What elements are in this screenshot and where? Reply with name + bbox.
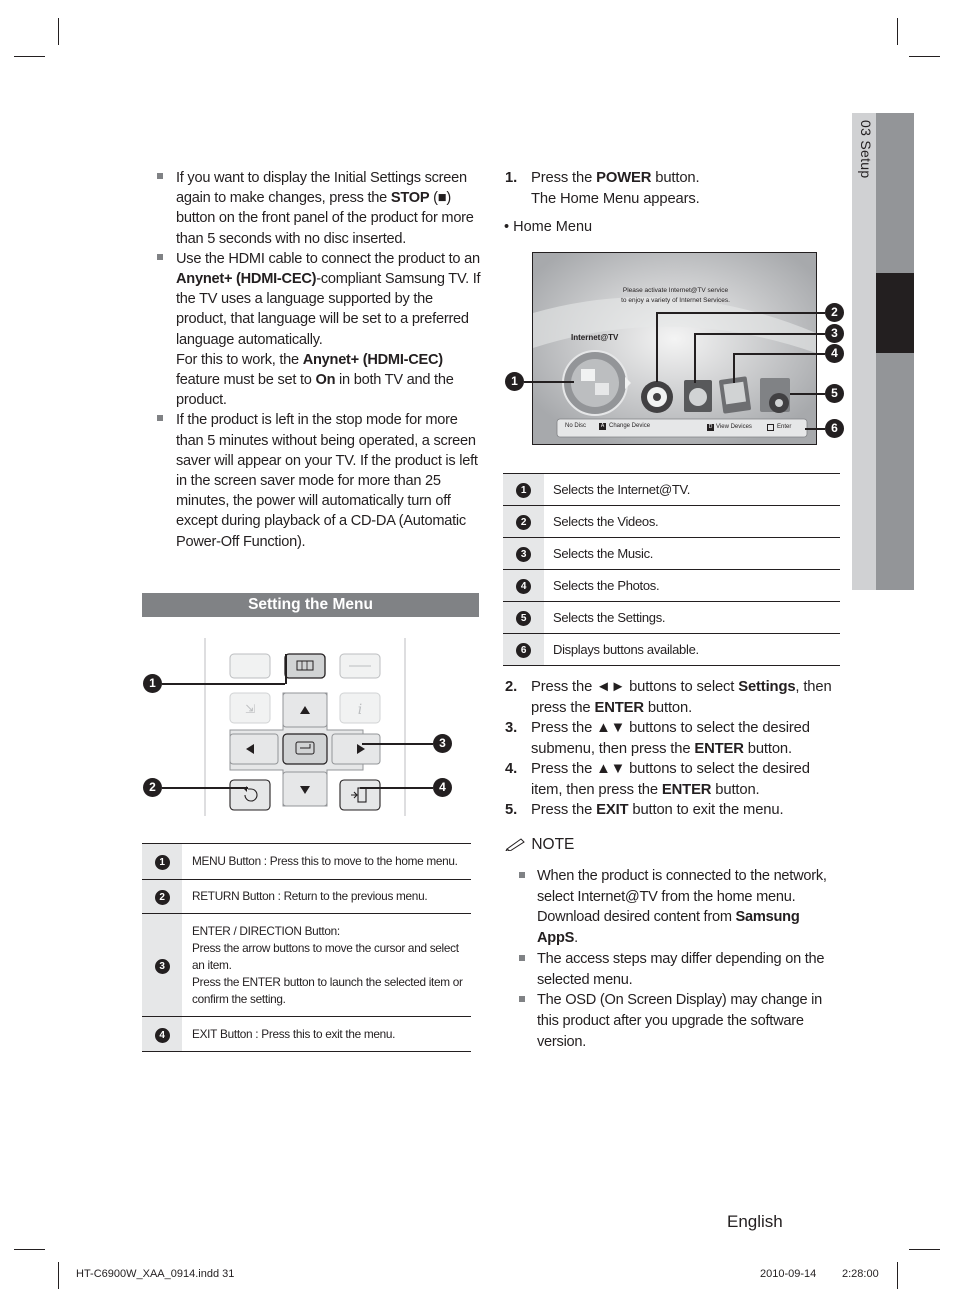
enter-button[interactable] [283,734,327,764]
step-text: button. [643,699,693,716]
row-description: Displays buttons available. [544,634,840,666]
button-name: ENTER / DIRECTION [192,923,302,938]
step-item [505,759,845,800]
crop-mark [58,18,59,45]
row-description: Selects the Photos. [544,570,840,602]
text-run: . [574,930,578,947]
step-number: 3. [505,720,518,736]
step-list [505,677,845,821]
callout-leader [694,333,696,383]
bold-keyword: Anynet+ (HDMI-CEC) [176,271,317,288]
note-item [517,866,837,949]
text-run: For this to work, the [176,351,303,368]
bold-keyword: Anynet+ (HDMI-CEC) [302,351,443,368]
callout-leader [162,787,248,789]
note-item [517,949,837,990]
button-description-detail: button to launch the selected item or confirm the setting. [192,974,463,1006]
button-description: Button : Press this to exit the menu. [217,1026,396,1041]
callout-leader [657,312,825,314]
bold-keyword: STOP [390,190,430,207]
step-item [505,800,845,821]
button-name: EXIT [192,1026,218,1041]
callout-leader [285,654,287,684]
menu-button[interactable] [285,654,325,678]
screen-callout-5: 5 [825,384,844,403]
table-row [503,602,840,634]
text-run: Use the HDMI cable to connect the product to an [176,250,480,267]
row-number: 4 [516,579,531,594]
chapter-tab-marker [876,273,914,353]
file-name: HT-C6900W_XAA_0914.indd 31 [76,1268,235,1280]
callout-leader [656,312,658,382]
return-button[interactable] [230,780,270,810]
home-menu-item-table [503,473,840,666]
callout-leader [733,353,735,383]
crop-mark [14,56,45,57]
screen-callout-2: 2 [825,303,844,322]
button-description-detail: Press the arrow buttons to move the cursor and select an item. [192,940,459,972]
row-number: 5 [516,611,531,626]
screen-bar-change-device: Change Device [609,423,651,429]
step-text: Press the ▲▼ buttons to select the desired submenu, then press the [531,720,810,757]
step-keyword: ENTER [694,740,744,757]
a-button-icon: A [600,423,605,429]
table-row [503,570,840,602]
table-row [503,538,840,570]
step-keyword: ENTER [661,781,712,798]
screen-callout-3: 3 [825,324,844,343]
screen-bar-view-devices: View Devices [716,424,752,430]
svg-text:i: i [357,702,363,718]
step-number: 1. [505,170,518,186]
step-text: , then press the [531,679,832,716]
step-keyword: Settings [738,679,796,695]
screen-bar-enter: Enter [777,424,792,430]
enter-icon [767,424,774,431]
row-description: Selects the Videos. [544,506,840,538]
text-run: in both TV and the product. [176,372,454,409]
crop-mark [897,18,898,45]
callout-leader [805,428,825,430]
crop-mark [897,1262,898,1289]
text-run: ( [429,190,438,207]
step-item [505,677,845,718]
button-description-table [142,843,471,1052]
svg-text:⇲: ⇲ [244,702,256,716]
callout-leader [790,393,825,395]
callout-leader [695,333,825,335]
row-number: 1 [516,483,531,498]
row-number: 4 [155,1028,170,1043]
info-bullet [155,168,481,249]
note-item [517,990,837,1052]
text-run: The access steps may differ depending on the selected menu. [537,950,825,988]
remote-callout-1: 1 [143,674,162,693]
home-menu-label: • Home Menu [504,219,593,235]
step-keyword: EXIT [596,802,629,818]
row-description: Selects the Internet@TV. [544,474,840,506]
text-run: ) button on the front panel of the product for more than 5 seconds with no disc inserted. [176,190,474,247]
crop-mark [14,1249,45,1250]
table-row [503,634,840,666]
step-number: 4. [505,761,518,777]
button-name: RETURN [192,889,240,903]
step-item [505,718,845,759]
button-description-detail: Press the [192,974,243,989]
screen-callout-4: 4 [825,344,844,363]
print-date: 2010-09-14 [760,1268,817,1280]
step-text: button. [711,781,760,798]
step-text: Press the ▲▼ buttons to select the desired item, then press the [531,761,810,798]
d-button-icon: D [708,424,713,430]
button-name: ENTER [242,974,281,989]
print-time: 2:28:00 [842,1268,879,1280]
button-description: Button : Return to the previous menu. [239,889,428,903]
step-text: button to exit the menu. [628,802,784,818]
remote-control-illustration [203,638,407,816]
row-number: 3 [516,547,531,562]
step-text: Press the [531,170,597,186]
screen-message: Please activate Internet@TV service [622,287,729,294]
row-number: 2 [155,890,170,905]
section-title: Setting the Menu [142,593,479,617]
text-run: If the product is left in the stop mode for more than 5 minutes without being operated, a screen saver will appear on your TV. If the product is left in the screen saver mode for more than 25 minutes, the power will automatically turn off except during playback of a CD-DA (Automatic Power-Off Function). [176,412,478,550]
button-description: Button : Press this to move to the home menu. [225,854,458,868]
text-run: When the product is connected to the network, select Internet@TV from the home menu. Download desired content from [537,868,827,926]
row-number: 3 [155,959,170,974]
info-bullet [155,410,481,551]
language-label: English [727,1212,783,1231]
step-text: Press the ◄► buttons to select [531,679,739,695]
text-run: If you want to display the Initial Settings screen again to make changes, press the [176,170,467,207]
button-description: Button: [301,923,340,938]
crop-mark [909,1249,940,1250]
bold-keyword: On [315,372,336,389]
callout-leader [524,381,574,383]
table-row [142,1017,471,1052]
note-list [517,866,837,1052]
step-number: 5. [505,802,518,818]
table-row [142,880,471,914]
note-title: NOTE [531,836,575,853]
screen-callout-6: 6 [825,419,844,438]
note-heading [505,836,574,854]
callout-leader [734,353,825,355]
step-1 [505,168,845,209]
bold-keyword: Samsung AppS [537,909,800,947]
step-text: button. [651,170,700,186]
info-bullet [155,249,481,411]
step-text: button. [743,740,792,757]
text-run: The OSD (On Screen Display) may change in this product after you upgrade the software version. [537,992,822,1050]
row-number: 1 [155,855,170,870]
chapter-tab-label: 03 Setup [858,120,874,179]
table-row [142,844,471,880]
remote-callout-3: 3 [433,734,452,753]
table-row [503,506,840,538]
row-number: 6 [516,643,531,658]
step-keyword: ENTER [594,699,644,716]
step-text: The Home Menu appears. [531,190,700,207]
remote-callout-2: 2 [143,778,162,797]
crop-mark [58,1262,59,1289]
screen-callout-1: 1 [505,372,524,391]
text-run: feature must be set to [176,372,316,389]
row-number: 2 [516,515,531,530]
text-run: -compliant Samsung TV. If the TV uses a language supported by the product, that language will be set to a preferred language automatically. [176,271,481,348]
callout-leader [362,743,433,745]
crop-mark [909,56,940,57]
step-keyword: POWER [596,170,652,186]
callout-leader [162,683,285,685]
screen-message: to enjoy a variety of Internet Services. [621,297,730,304]
button-name: MENU [192,854,226,868]
exit-button[interactable] [340,780,380,810]
right-button[interactable] [332,734,380,764]
remote-callout-4: 4 [433,778,452,797]
callout-leader [360,787,433,789]
pencil-icon [505,837,527,851]
internet-tv-label: Internet@TV [571,333,619,342]
table-row [503,474,840,506]
row-description: Selects the Music. [544,538,840,570]
info-bullet-list [155,168,481,552]
screen-bar-status: No Disc [565,423,587,429]
table-row [142,914,471,1017]
home-menu-screenshot [532,252,817,445]
row-description: Selects the Settings. [544,602,840,634]
bold-keyword: ■ [437,190,447,207]
step-number: 2. [505,679,518,695]
step-text: Press the [531,802,597,818]
